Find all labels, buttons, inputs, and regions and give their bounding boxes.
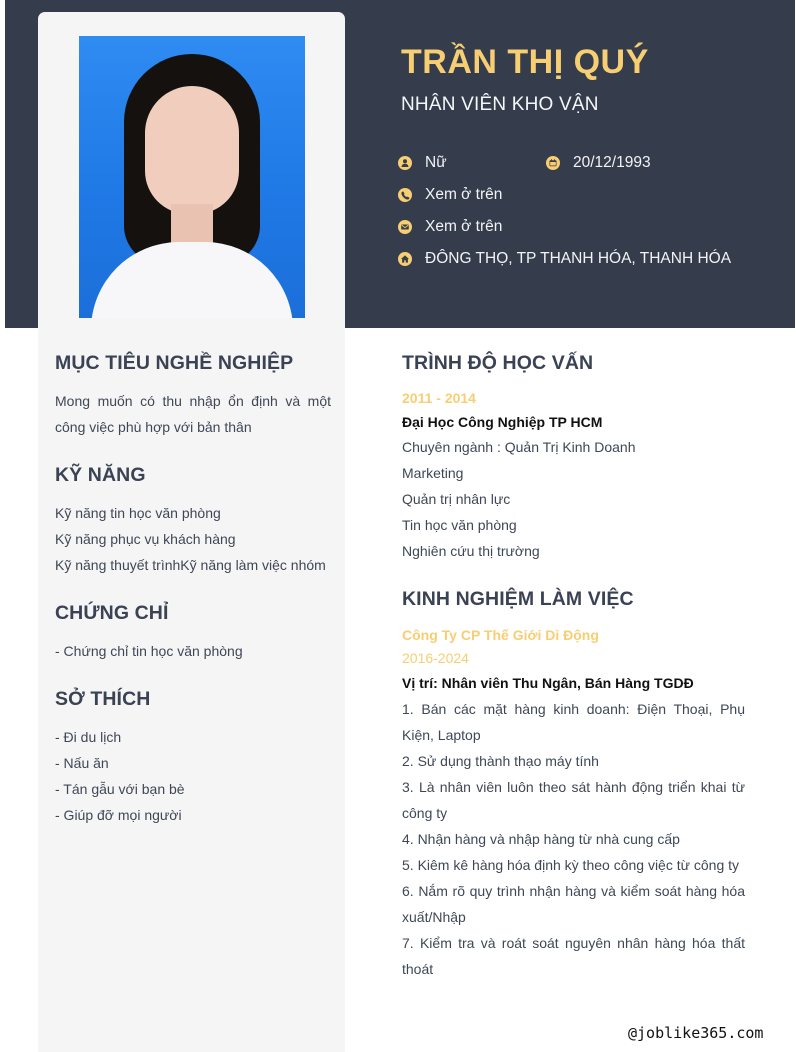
education-period: 2011 - 2014 bbox=[402, 390, 476, 406]
phone-text: Xem ở trên bbox=[425, 186, 503, 203]
experience-period: 2016-2024 bbox=[402, 650, 469, 666]
hobby-item: - Giúp đỡ mọi người bbox=[55, 807, 182, 823]
education-detail: Tin học văn phòng bbox=[402, 517, 517, 533]
user-icon bbox=[398, 156, 412, 170]
hobbies-list bbox=[55, 724, 335, 828]
skill-item: Kỹ năng thuyết trìnhKỹ năng làm việc nhóm bbox=[55, 557, 326, 573]
duty-item: 4. Nhận hàng và nhập hàng từ nhà cung cấp bbox=[402, 831, 680, 847]
duty-item: 2. Sử dụng thành thạo máy tính bbox=[402, 753, 599, 769]
watermark: @joblike365.com bbox=[628, 1024, 764, 1042]
experience-position: Vị trí: Nhân viên Thu Ngân, Bán Hàng TGDĐ bbox=[402, 675, 694, 691]
address-text: ĐÔNG THỌ, TP THANH HÓA, THANH HÓA bbox=[425, 250, 732, 267]
objective-text: Mong muốn có thu nhập ổn định và một công việc phù hợp với bản thân bbox=[55, 393, 331, 435]
email-text: Xem ở trên bbox=[425, 218, 503, 235]
skills-list bbox=[55, 500, 345, 578]
experience-title: KINH NGHIỆM LÀM VIỆC bbox=[402, 588, 634, 610]
certificates-title: CHỨNG CHỈ bbox=[55, 602, 169, 624]
duty-item: 7. Kiểm tra và roát soát nguyên nhân hàng hóa thất thoát bbox=[402, 935, 745, 977]
home-icon bbox=[398, 252, 412, 266]
education-detail: Chuyên ngành : Quản Trị Kinh Doanh bbox=[402, 439, 636, 455]
hobby-item: - Nấu ăn bbox=[55, 755, 109, 771]
phone-row bbox=[398, 185, 502, 205]
photo-face bbox=[145, 86, 239, 214]
education-school: Đại Học Công Nghiệp TP HCM bbox=[402, 414, 603, 430]
education-detail: Marketing bbox=[402, 465, 464, 481]
candidate-job-title: NHÂN VIÊN KHO VẬN bbox=[401, 94, 599, 115]
experience-duties bbox=[402, 696, 745, 982]
phone-icon bbox=[398, 188, 412, 202]
duty-item: 5. Kiêm kê hàng hóa định kỳ theo công việc từ công ty bbox=[402, 857, 740, 873]
birth-date-text: 20/12/1993 bbox=[573, 154, 651, 171]
gender-text: Nữ bbox=[425, 154, 447, 171]
hobby-item: - Đi du lịch bbox=[55, 729, 122, 745]
gender-row bbox=[398, 153, 447, 173]
education-detail: Quản trị nhân lực bbox=[402, 491, 511, 507]
hobby-item: - Tán gẫu với bạn bè bbox=[55, 781, 185, 797]
duty-item: 6. Nắm rõ quy trình nhận hàng và kiểm soát hàng hóa xuất/Nhập bbox=[402, 883, 745, 925]
experience-company: Công Ty CP Thế Giới Di Động bbox=[402, 627, 599, 643]
hobbies-title: SỞ THÍCH bbox=[55, 688, 151, 710]
objective-title: MỤC TIÊU NGHỀ NGHIỆP bbox=[55, 352, 294, 374]
calendar-icon bbox=[546, 156, 560, 170]
email-row bbox=[398, 217, 502, 237]
duty-item: 1. Bán các mặt hàng kinh doanh: Điện Thoại, Phụ Kiện, Laptop bbox=[402, 701, 745, 743]
skills-title: KỸ NĂNG bbox=[55, 464, 146, 486]
envelope-icon bbox=[398, 220, 412, 234]
education-detail: Nghiên cứu thị trường bbox=[402, 543, 540, 559]
photo-shirt bbox=[91, 242, 293, 318]
profile-photo bbox=[79, 36, 305, 318]
candidate-name: TRẦN THỊ QUÝ bbox=[401, 43, 649, 81]
education-details bbox=[402, 434, 745, 564]
certificate-item: - Chứng chỉ tin học văn phòng bbox=[55, 643, 243, 659]
skill-item: Kỹ năng tin học văn phòng bbox=[55, 505, 221, 521]
education-title: TRÌNH ĐỘ HỌC VẤN bbox=[402, 352, 594, 374]
certificates-list bbox=[55, 638, 335, 664]
birth-date-row bbox=[546, 153, 651, 173]
skill-item: Kỹ năng phục vụ khách hàng bbox=[55, 531, 236, 547]
duty-item: 3. Là nhân viên luôn theo sát hành động triển khai từ công ty bbox=[402, 779, 745, 821]
address-row bbox=[398, 249, 731, 269]
